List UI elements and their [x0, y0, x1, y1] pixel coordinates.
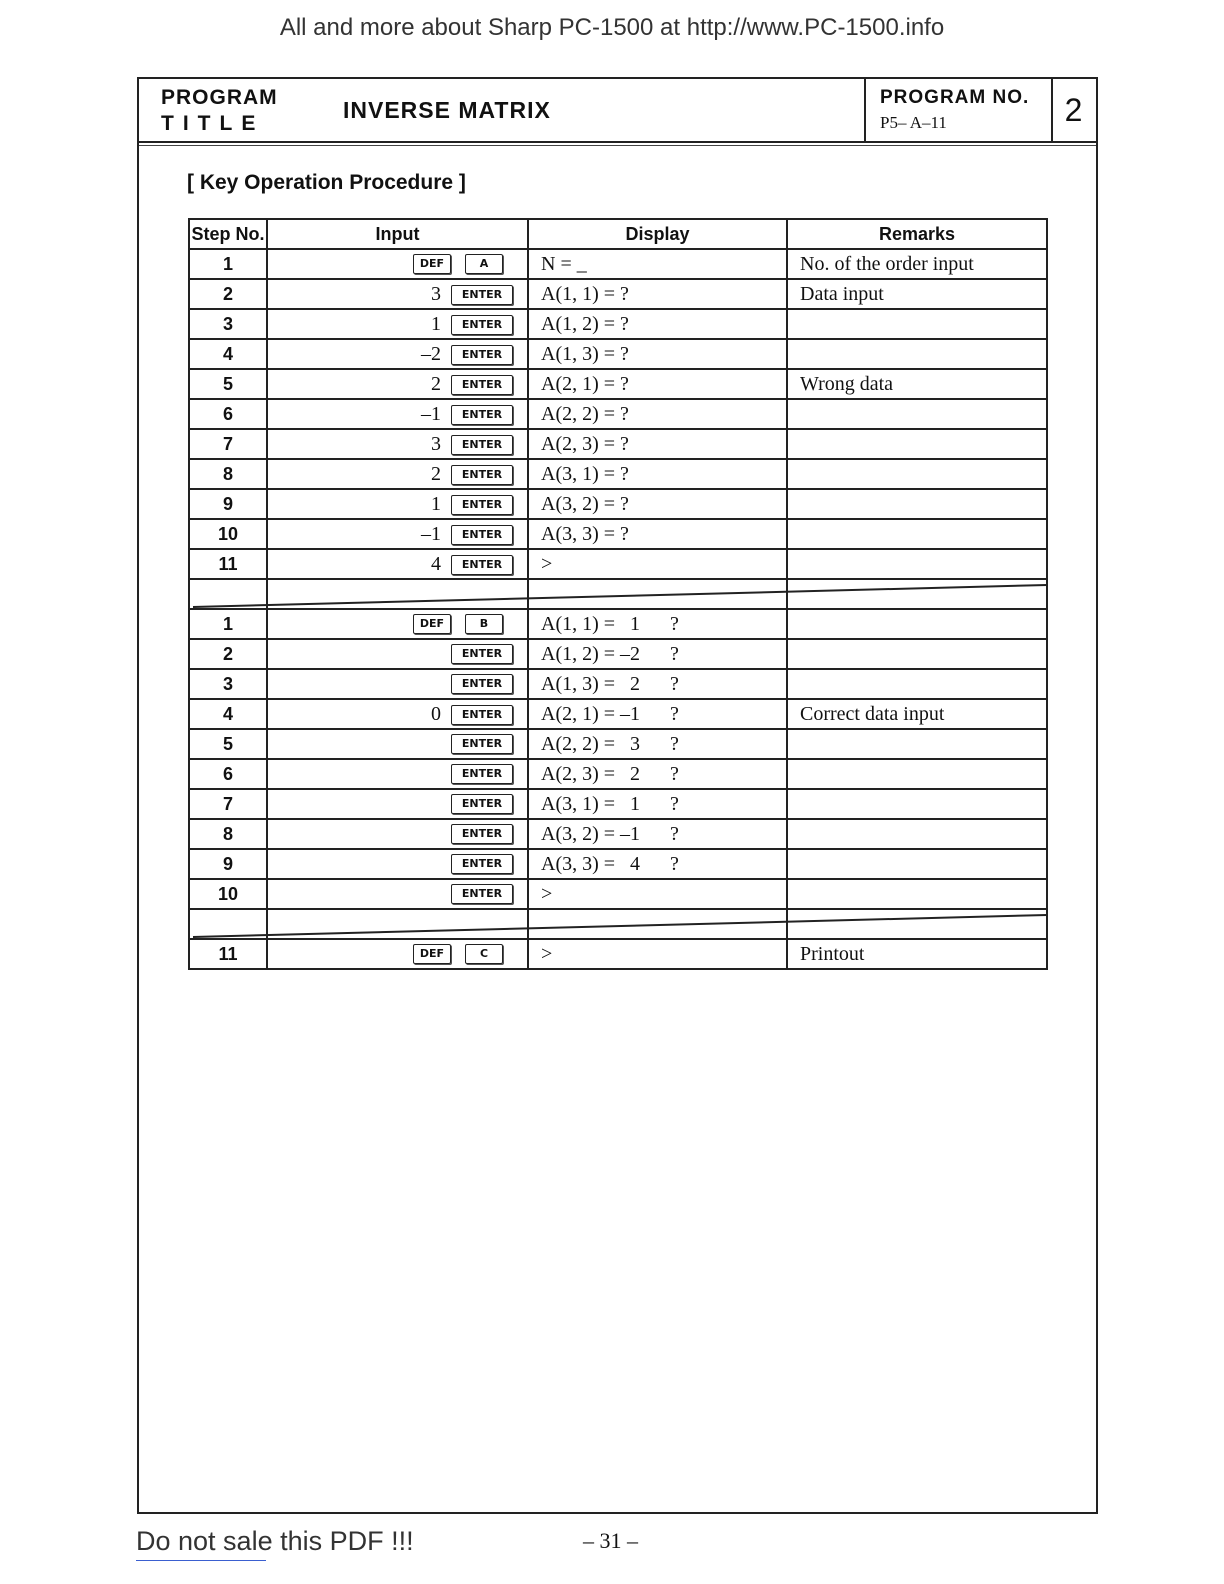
page-frame — [137, 77, 1098, 1514]
table-row — [189, 729, 1047, 759]
display-output: N = _ — [528, 249, 787, 279]
key-enter-icon: ENTER — [451, 854, 513, 874]
step-number: 1 — [189, 249, 267, 279]
remark — [787, 459, 1047, 489]
key-def-icon: DEF — [413, 614, 451, 634]
table-row — [189, 489, 1047, 519]
step-number: 8 — [189, 819, 267, 849]
display-output: A(2, 3) = ? — [528, 429, 787, 459]
separator-cell — [528, 909, 787, 939]
header-step: Step No. — [189, 219, 267, 249]
header-display: Display — [528, 219, 787, 249]
table-row — [189, 339, 1047, 369]
remark — [787, 849, 1047, 879]
input-cell — [267, 729, 528, 759]
table-row — [189, 699, 1047, 729]
table-row — [189, 369, 1047, 399]
remark — [787, 729, 1047, 759]
display-output: A(3, 1) = 1 ? — [528, 789, 787, 819]
remark — [787, 519, 1047, 549]
input-cell — [267, 489, 528, 519]
remark: Wrong data — [787, 369, 1047, 399]
separator-cell — [267, 909, 528, 939]
separator-row — [189, 579, 1047, 609]
separator-cell — [787, 579, 1047, 609]
step-number: 4 — [189, 339, 267, 369]
program-title-label — [161, 85, 278, 137]
key-enter-icon: ENTER — [451, 884, 513, 904]
display-output: > — [528, 939, 787, 969]
remark — [787, 309, 1047, 339]
program-number-label: PROGRAM NO. — [880, 87, 1030, 108]
input-number: 3 — [431, 282, 441, 305]
remark — [787, 429, 1047, 459]
input-cell — [267, 369, 528, 399]
key-enter-icon: ENTER — [451, 285, 513, 305]
key-enter-icon: ENTER — [451, 824, 513, 844]
display-output: A(1, 3) = 2 ? — [528, 669, 787, 699]
separator-cell — [787, 909, 1047, 939]
step-number: 9 — [189, 489, 267, 519]
display-output: A(3, 3) = 4 ? — [528, 849, 787, 879]
table-header-row — [189, 219, 1047, 249]
separator-row — [189, 909, 1047, 939]
input-cell — [267, 789, 528, 819]
separator-cell — [189, 909, 267, 939]
key-b-icon: B — [465, 614, 503, 634]
input-number: –1 — [421, 522, 441, 545]
key-enter-icon: ENTER — [451, 435, 513, 455]
input-cell — [267, 759, 528, 789]
display-output: A(1, 2) = ? — [528, 309, 787, 339]
step-number: 7 — [189, 429, 267, 459]
input-number: –1 — [421, 402, 441, 425]
remark — [787, 399, 1047, 429]
section-title: [ Key Operation Procedure ] — [187, 171, 466, 194]
header-input: Input — [267, 219, 528, 249]
remark — [787, 639, 1047, 669]
input-cell — [267, 519, 528, 549]
key-c-icon: C — [465, 944, 503, 964]
remark — [787, 549, 1047, 579]
step-number: 5 — [189, 729, 267, 759]
remark — [787, 879, 1047, 909]
key-enter-icon: ENTER — [451, 705, 513, 725]
table-row — [189, 549, 1047, 579]
remark — [787, 339, 1047, 369]
key-enter-icon: ENTER — [451, 555, 513, 575]
table-row — [189, 789, 1047, 819]
step-number: 11 — [189, 939, 267, 969]
key-enter-icon: ENTER — [451, 794, 513, 814]
input-number: 1 — [431, 312, 441, 335]
table-row — [189, 639, 1047, 669]
input-cell — [267, 249, 528, 279]
separator-cell — [189, 579, 267, 609]
display-output: A(3, 1) = ? — [528, 459, 787, 489]
input-cell — [267, 849, 528, 879]
table-row — [189, 459, 1047, 489]
step-number: 1 — [189, 609, 267, 639]
input-number: 4 — [431, 552, 441, 575]
remark — [787, 489, 1047, 519]
key-a-icon: A — [465, 254, 503, 274]
key-enter-icon: ENTER — [451, 375, 513, 395]
table-row — [189, 879, 1047, 909]
step-number: 3 — [189, 309, 267, 339]
input-cell — [267, 429, 528, 459]
step-number: 6 — [189, 399, 267, 429]
key-enter-icon: ENTER — [451, 674, 513, 694]
program-label: PROGRAM — [161, 86, 278, 109]
step-number: 2 — [189, 279, 267, 309]
program-number: P5– A–11 — [880, 113, 947, 132]
key-enter-icon: ENTER — [451, 644, 513, 664]
key-enter-icon: ENTER — [451, 315, 513, 335]
input-cell — [267, 669, 528, 699]
title-bar — [139, 79, 1096, 143]
step-number: 8 — [189, 459, 267, 489]
display-output: A(3, 3) = ? — [528, 519, 787, 549]
table-row — [189, 609, 1047, 639]
table-row — [189, 429, 1047, 459]
remark — [787, 609, 1047, 639]
input-number: 3 — [431, 432, 441, 455]
sheet-number: 2 — [1064, 92, 1083, 128]
key-enter-icon: ENTER — [451, 465, 513, 485]
table-row — [189, 669, 1047, 699]
step-number: 7 — [189, 789, 267, 819]
table-row — [189, 759, 1047, 789]
input-number: 1 — [431, 492, 441, 515]
input-cell — [267, 309, 528, 339]
table-row — [189, 249, 1047, 279]
display-output: > — [528, 549, 787, 579]
remark — [787, 669, 1047, 699]
table-row — [189, 819, 1047, 849]
remark — [787, 759, 1047, 789]
input-cell — [267, 459, 528, 489]
table-row — [189, 519, 1047, 549]
input-cell — [267, 339, 528, 369]
key-enter-icon: ENTER — [451, 734, 513, 754]
input-cell — [267, 279, 528, 309]
header-remarks: Remarks — [787, 219, 1047, 249]
input-number: 2 — [431, 462, 441, 485]
table-row — [189, 309, 1047, 339]
display-output: A(1, 3) = ? — [528, 339, 787, 369]
display-output: A(2, 2) = ? — [528, 399, 787, 429]
table-row — [189, 849, 1047, 879]
input-cell — [267, 639, 528, 669]
key-enter-icon: ENTER — [451, 345, 513, 365]
key-def-icon: DEF — [413, 254, 451, 274]
input-cell — [267, 939, 528, 969]
remark: No. of the order input — [787, 249, 1047, 279]
step-number: 5 — [189, 369, 267, 399]
table-row — [189, 399, 1047, 429]
footer-notice: Do not sale this PDF !!! — [136, 1526, 414, 1556]
input-cell — [267, 879, 528, 909]
procedure-table — [188, 218, 1048, 970]
input-cell — [267, 609, 528, 639]
display-output: A(1, 1) = ? — [528, 279, 787, 309]
header-note: All and more about Sharp PC-1500 at http://www.PC-1500.info — [279, 14, 945, 41]
input-number: 0 — [431, 702, 441, 725]
display-output: A(2, 1) = ? — [528, 369, 787, 399]
input-cell — [267, 819, 528, 849]
display-output: A(1, 2) = –2 ? — [528, 639, 787, 669]
display-output: A(2, 2) = 3 ? — [528, 729, 787, 759]
display-output: A(3, 2) = ? — [528, 489, 787, 519]
step-number: 2 — [189, 639, 267, 669]
step-number: 4 — [189, 699, 267, 729]
footer-page-number: – 31 – — [583, 1528, 638, 1553]
separator-cell — [528, 579, 787, 609]
remark: Printout — [787, 939, 1047, 969]
display-output: A(2, 3) = 2 ? — [528, 759, 787, 789]
key-enter-icon: ENTER — [451, 495, 513, 515]
table-row — [189, 939, 1047, 969]
display-output: > — [528, 879, 787, 909]
step-number: 11 — [189, 549, 267, 579]
remark — [787, 819, 1047, 849]
step-number: 3 — [189, 669, 267, 699]
input-cell — [267, 549, 528, 579]
step-number: 10 — [189, 519, 267, 549]
program-number-box — [864, 79, 1053, 141]
key-enter-icon: ENTER — [451, 764, 513, 784]
input-number: 2 — [431, 372, 441, 395]
display-output: A(2, 1) = –1 ? — [528, 699, 787, 729]
display-output: A(1, 1) = 1 ? — [528, 609, 787, 639]
key-enter-icon: ENTER — [451, 525, 513, 545]
display-output: A(3, 2) = –1 ? — [528, 819, 787, 849]
table-row — [189, 279, 1047, 309]
program-title: INVERSE MATRIX — [343, 97, 551, 123]
input-cell — [267, 699, 528, 729]
input-cell — [267, 399, 528, 429]
separator-cell — [267, 579, 528, 609]
remark: Data input — [787, 279, 1047, 309]
key-def-icon: DEF — [413, 944, 451, 964]
title-label: TITLE — [161, 112, 265, 135]
input-number: –2 — [421, 342, 441, 365]
step-number: 6 — [189, 759, 267, 789]
step-number: 10 — [189, 879, 267, 909]
step-number: 9 — [189, 849, 267, 879]
remark — [787, 789, 1047, 819]
remark: Correct data input — [787, 699, 1047, 729]
key-enter-icon: ENTER — [451, 405, 513, 425]
